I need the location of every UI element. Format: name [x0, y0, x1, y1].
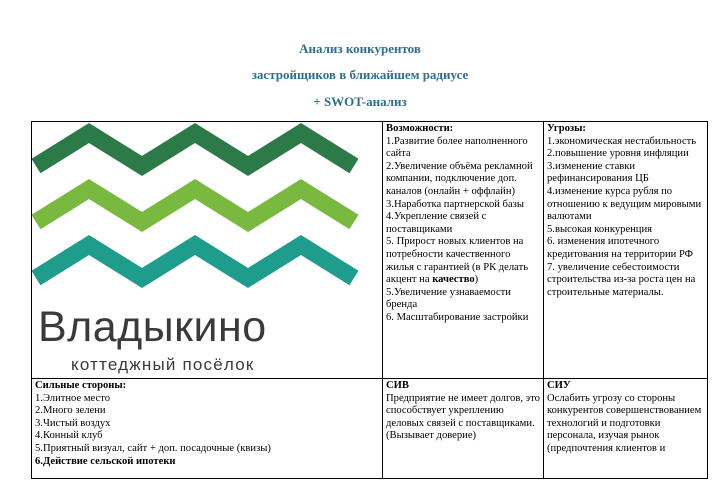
list-item: 5.Приятный визуал, сайт + доп. посадочные (квизы): [35, 442, 271, 454]
logo-name: Владыкино: [38, 303, 267, 351]
list-item: 6. Масштабирование застройки: [386, 311, 529, 323]
logo-cell: [32, 122, 383, 379]
list-item-text: ): [474, 274, 479, 286]
list-item: 5.высокая конкуренция: [547, 223, 653, 235]
siu-text: Ослабить угрозу со стороны конкурентов совершенствованием технологий и подготовки персонала, изучая рынок (предпочтения клиентов и: [547, 392, 702, 454]
siu-cell: [544, 379, 708, 479]
threats-cell: [544, 122, 708, 379]
list-item-text: 5. Прирост новых клиентов на потребности качественного жилья с гарантией (в РК делать акцент на: [386, 236, 529, 286]
doc-title: Анализ конкурентов: [299, 41, 421, 56]
opportunities-cell: [383, 122, 544, 379]
doc-subtitle: застройщиков в ближайшем радиусе: [251, 67, 469, 82]
list-item: 2.Много зелени: [35, 405, 106, 417]
list-item: 3.Чистый воздух: [35, 417, 111, 429]
list-item: 4.Укрепление связей с поставщиками: [386, 211, 487, 235]
list-item: 6. изменения ипотечного кредитования на территории РФ: [547, 236, 694, 260]
list-item: 1.экономическая нестабильность: [547, 135, 697, 147]
opportunities-header: Возможности:: [386, 123, 454, 134]
list-item: 4.Конный клуб: [35, 430, 103, 442]
doc-subtitle-swot: + SWOT-анализ: [313, 94, 407, 109]
list-item: 7. увеличение себестоимости строительства из-за роста цен на строительные материалы.: [547, 261, 696, 298]
list-item: 3.Наработка партнерской базы: [386, 198, 524, 210]
siv-text: Предприятие не имеет долгов, это способствует укреплению деловых связей с поставщиками. (Вызывает доверие): [386, 392, 540, 442]
list-item: 5.Увеличение узнаваемости бренда: [386, 286, 511, 311]
list-item: 4.изменение курса рубля по отношению к ведущим мировыми валютами: [547, 185, 702, 223]
threats-header: Угрозы:: [547, 123, 586, 134]
siu-header: СИУ: [547, 380, 571, 391]
list-item: 1.Элитное место: [35, 392, 110, 404]
list-item: 2.Увеличение объёма рекламной компании, подключение доп. каналов (онлайн + оффлайн): [386, 160, 533, 197]
siv-cell: [383, 379, 544, 479]
list-item: [386, 236, 540, 286]
list-item: 2.повышение уровня инфляции: [547, 148, 689, 160]
emphasis-text: качество: [432, 274, 475, 286]
list-item: 3.изменение ставки рефинансирования ЦБ: [547, 160, 649, 185]
logo-subtitle: коттеджный посёлок: [71, 355, 255, 374]
list-item: 1.Развитие более наполненного сайта: [386, 135, 528, 160]
strengths-cell: [32, 379, 383, 479]
strengths-header: Сильные стороны:: [35, 380, 127, 391]
swot-table: [31, 121, 708, 479]
siv-header: СИВ: [386, 380, 409, 391]
list-item: 6.Действие сельской ипотеки: [35, 455, 176, 467]
